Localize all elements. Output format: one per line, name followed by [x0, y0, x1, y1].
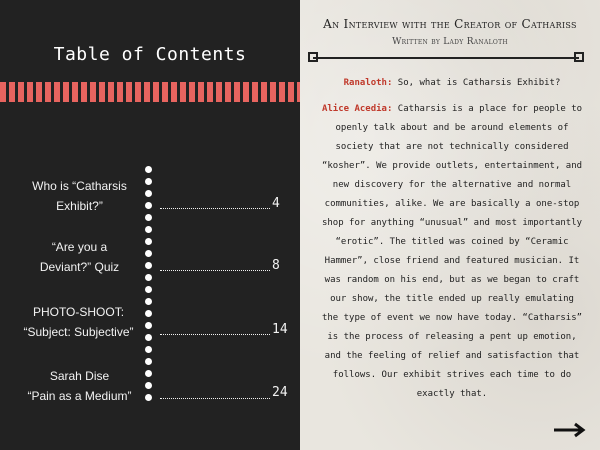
divider-dot [145, 166, 152, 173]
toc-entry-1[interactable] [12, 176, 147, 216]
divider-dot [145, 358, 152, 365]
answer-text: Catharsis is a place for people to openly talk about and be around elements of society that are not technically considered “kosher”. We provide outlets, entertainment, and new discovery for the alternative and normal communities, alike. We are basically a one-stop shop for anything “unusual” and most importantly “erotic”. The titled was coined by “Ceramic Hammer”, close friend and featured musician. It was random on his end, but as we began to craft our show, the title ended up really emulating the type of event we now have today. “Catharsis” is the process of releasing a pent up emotion, and the feeling of relief and satisfaction that follows. Our exhibit strives each time to do exactly that. [321, 104, 583, 399]
toc-leader-3 [160, 334, 270, 335]
toc-page-2: 8 [272, 258, 280, 273]
toc-entry-3-line2: “Subject: Subjective” [23, 325, 134, 339]
toc-title: Table of Contents [53, 44, 247, 65]
article-title: An Interview with the Creator of Cathariss [323, 17, 577, 31]
toc-entry-2-line2: Deviant?” Quiz [39, 260, 120, 274]
rule-endcap-left [308, 52, 318, 62]
decorative-stripe [0, 82, 300, 102]
toc-leader-2 [160, 270, 270, 271]
question-paragraph [320, 74, 584, 93]
toc-entry-3-line1: PHOTO-SHOOT: [32, 305, 125, 319]
toc-leader-1 [160, 208, 270, 209]
arrow-right-icon[interactable] [552, 422, 588, 438]
toc-leader-4 [160, 398, 270, 399]
toc-entry-3[interactable] [6, 302, 151, 342]
toc-entry-1-line2: Exhibit?” [56, 199, 103, 213]
toc-page-1: 4 [272, 196, 280, 211]
toc-entry-4-line2: “Pain as a Medium” [27, 389, 132, 403]
toc-entry-1-line1: Who is “Catharsis [32, 179, 127, 193]
answer-speaker: Alice Acedia: [321, 104, 393, 114]
divider-dot [145, 226, 152, 233]
toc-entry-2-line1: “Are you a [51, 240, 108, 254]
interview-body [320, 74, 584, 404]
toc-entry-4[interactable] [12, 366, 147, 406]
question-text: So, what is Catharsis Exhibit? [392, 78, 561, 88]
divider-dot [145, 346, 152, 353]
question-speaker: Ranaloth: [343, 78, 393, 88]
rule-endcap-right [574, 52, 584, 62]
toc-page-3: 14 [272, 322, 288, 337]
toc-page-4: 24 [272, 385, 288, 400]
toc-entry-4-line1: Sarah Dise [49, 369, 110, 383]
article-byline: Written by Lady Ranaloth [392, 37, 508, 47]
toc-entry-2[interactable] [12, 237, 147, 277]
answer-paragraph [320, 100, 584, 404]
title-rule [313, 57, 579, 59]
divider-dot [145, 286, 152, 293]
